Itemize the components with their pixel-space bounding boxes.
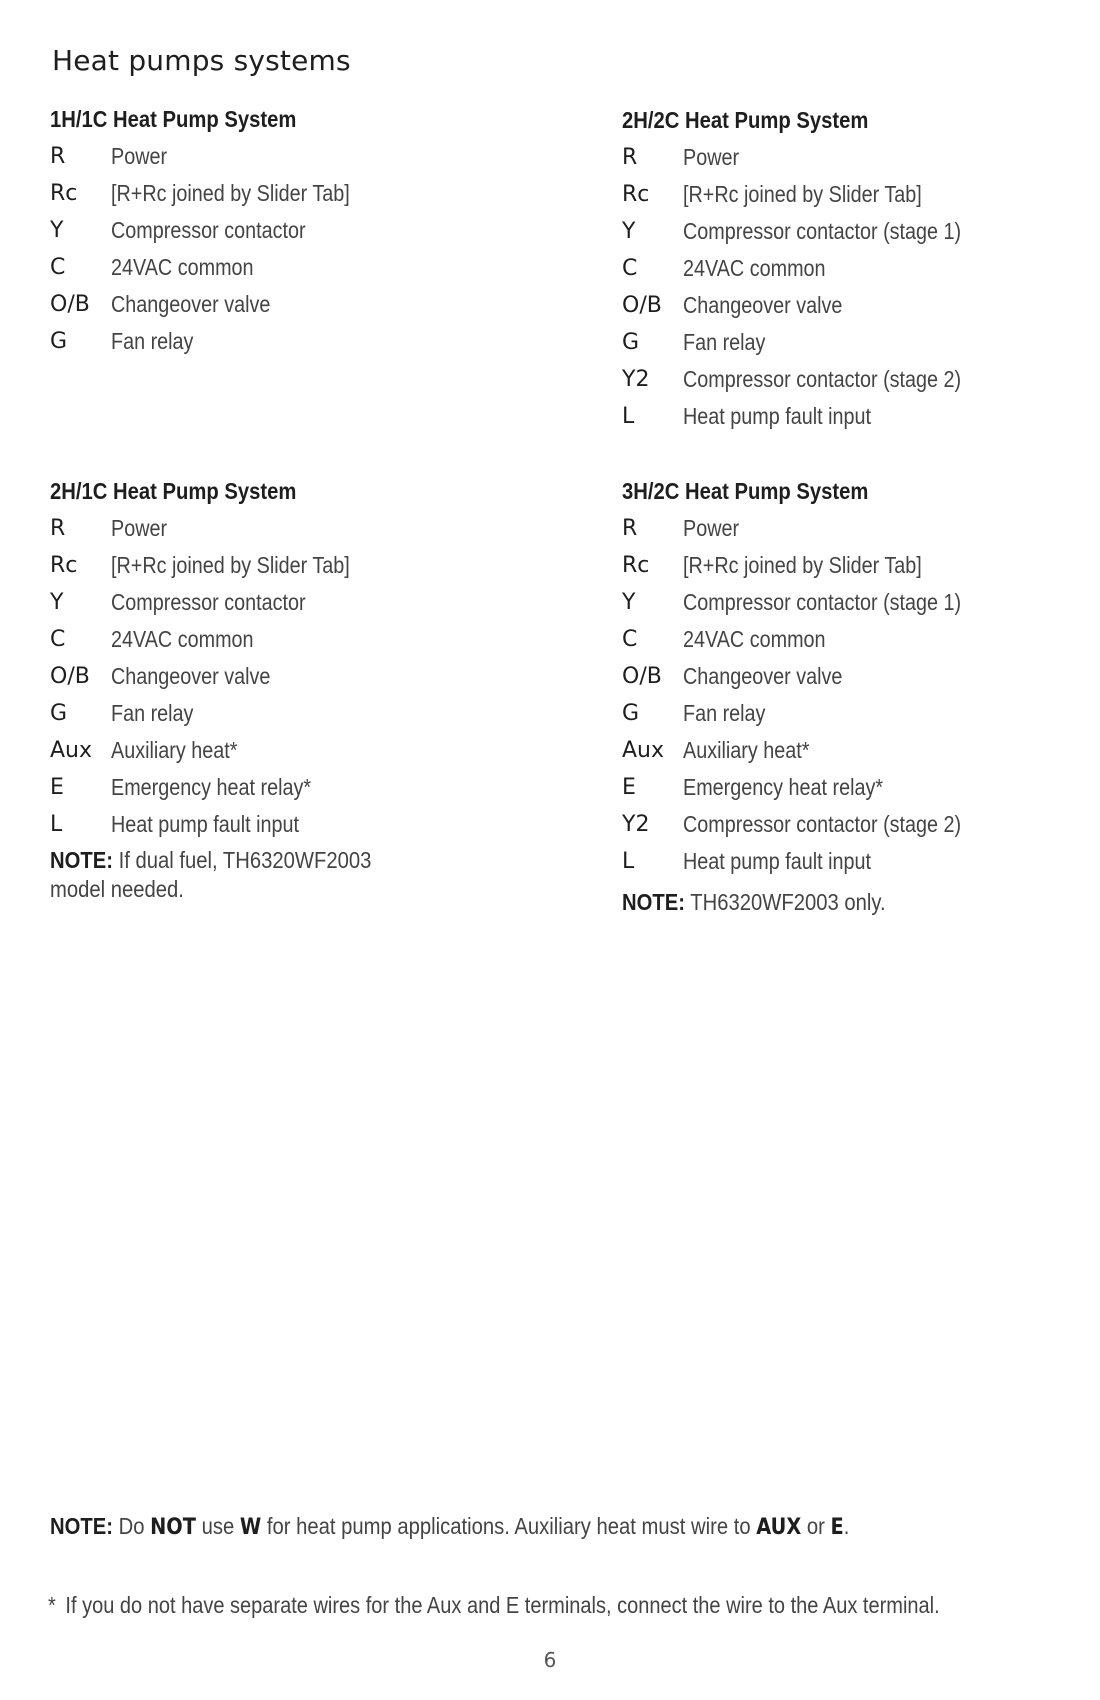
- terminal-row: [622, 769, 1092, 806]
- terminal-row: [50, 658, 520, 695]
- terminal-row: [622, 732, 1092, 769]
- terminal-description: Changeover valve: [111, 291, 271, 317]
- terminal-description: Compressor contactor: [111, 589, 306, 615]
- terminal-label: L: [622, 849, 635, 874]
- footnote-marker: *: [48, 1592, 56, 1618]
- system-3h2c: [622, 476, 1092, 917]
- note-emphasis-not: NOT: [150, 1515, 196, 1540]
- terminal-description: Emergency heat relay*: [683, 774, 884, 800]
- terminal-label: Y: [50, 218, 64, 243]
- terminal-label: C: [50, 627, 66, 652]
- terminal-label: Y2: [622, 812, 650, 837]
- terminal-row: [622, 510, 1092, 547]
- footnote-text: If you do not have separate wires for the Aux and E terminals, connect the wire to the Aux terminal.: [65, 1592, 940, 1618]
- system-title: 2H/1C Heat Pump System: [50, 478, 297, 504]
- terminal-description: Compressor contactor (stage 1): [683, 589, 962, 615]
- terminal-label: C: [622, 627, 638, 652]
- terminal-description: Fan relay: [111, 700, 194, 726]
- note-text-continued: model needed.: [50, 876, 184, 902]
- system-title: 2H/2C Heat Pump System: [622, 107, 869, 133]
- terminal-label: Rc: [622, 182, 650, 207]
- system-note: [50, 846, 464, 904]
- note-label: NOTE:: [50, 1513, 113, 1539]
- terminal-description: Heat pump fault input: [111, 811, 300, 837]
- terminal-label: Y: [50, 590, 64, 615]
- page-title: Heat pumps systems: [52, 44, 351, 77]
- terminal-label: O/B: [622, 293, 662, 318]
- terminal-description: [R+Rc joined by Slider Tab]: [111, 552, 350, 578]
- note-terminal-aux: AUX: [756, 1515, 802, 1540]
- note-terminal-w: W: [239, 1515, 262, 1540]
- terminal-label: Y: [622, 219, 636, 244]
- terminal-description: Compressor contactor (stage 2): [683, 366, 962, 392]
- terminal-description: Compressor contactor (stage 1): [683, 218, 962, 244]
- terminal-row: [50, 806, 520, 843]
- terminal-row: [622, 658, 1092, 695]
- terminal-row: [50, 510, 520, 547]
- terminal-description: Emergency heat relay*: [111, 774, 312, 800]
- terminal-description: Power: [683, 515, 740, 541]
- terminal-row: [50, 769, 520, 806]
- terminal-row: [50, 695, 520, 732]
- terminal-row: [50, 212, 520, 249]
- terminal-row: [50, 323, 520, 360]
- terminal-description: [R+Rc joined by Slider Tab]: [683, 181, 922, 207]
- terminal-label: Rc: [622, 553, 650, 578]
- terminal-label: E: [50, 775, 64, 800]
- terminal-description: Auxiliary heat*: [683, 737, 810, 763]
- note-terminal-e: E: [830, 1515, 844, 1540]
- terminal-label: R: [622, 145, 638, 170]
- terminal-row: [622, 843, 1092, 880]
- page-number: 6: [543, 1648, 557, 1672]
- terminal-row: [50, 138, 520, 175]
- system-2h1c: [50, 476, 520, 904]
- terminal-description: 24VAC common: [111, 254, 254, 280]
- terminal-description: Fan relay: [683, 700, 766, 726]
- terminal-row: [622, 621, 1092, 658]
- system-title: 3H/2C Heat Pump System: [622, 478, 869, 504]
- terminal-row: [622, 176, 1092, 213]
- terminal-description: [R+Rc joined by Slider Tab]: [111, 180, 350, 206]
- terminal-label: Rc: [50, 181, 78, 206]
- terminal-description: Compressor contactor (stage 2): [683, 811, 962, 837]
- terminal-label: L: [50, 812, 63, 837]
- terminal-row: [622, 547, 1092, 584]
- terminal-label: G: [50, 329, 68, 354]
- terminal-description: Auxiliary heat*: [111, 737, 238, 763]
- note-text: If dual fuel, TH6320WF2003: [118, 847, 372, 873]
- terminal-row: [622, 398, 1092, 435]
- terminal-row: [50, 249, 520, 286]
- terminal-row: [50, 175, 520, 212]
- terminal-label: R: [50, 144, 66, 169]
- terminal-description: [R+Rc joined by Slider Tab]: [683, 552, 922, 578]
- terminal-row: [622, 287, 1092, 324]
- terminal-label: R: [622, 516, 638, 541]
- terminal-label: R: [50, 516, 66, 541]
- terminal-label: G: [622, 330, 640, 355]
- terminal-row: [622, 250, 1092, 287]
- terminal-description: Power: [111, 515, 168, 541]
- system-2h2c: [622, 105, 1092, 435]
- terminal-description: Heat pump fault input: [683, 403, 872, 429]
- terminal-row: [50, 547, 520, 584]
- terminal-description: Changeover valve: [683, 663, 843, 689]
- terminal-row: [622, 139, 1092, 176]
- heat-pump-w-note: [50, 1512, 849, 1542]
- terminal-row: [50, 621, 520, 658]
- terminal-description: Compressor contactor: [111, 217, 306, 243]
- terminal-description: Changeover valve: [683, 292, 843, 318]
- terminal-label: C: [622, 256, 638, 281]
- terminal-label: G: [50, 701, 68, 726]
- note-text: Do: [118, 1513, 145, 1539]
- system-note: [622, 888, 1036, 917]
- note-text: or: [806, 1513, 825, 1539]
- system-title: 1H/1C Heat Pump System: [50, 106, 297, 132]
- terminal-row: [622, 213, 1092, 250]
- terminal-row: [622, 361, 1092, 398]
- terminal-description: Fan relay: [111, 328, 194, 354]
- note-text: use: [201, 1513, 235, 1539]
- terminal-label: O/B: [622, 664, 662, 689]
- terminal-label: G: [622, 701, 640, 726]
- terminal-label: Aux: [50, 738, 93, 763]
- footnote: [48, 1592, 940, 1619]
- note-text: .: [843, 1513, 850, 1539]
- terminal-label: Aux: [622, 738, 665, 763]
- terminal-row: [622, 695, 1092, 732]
- note-label: NOTE:: [50, 847, 113, 873]
- terminal-row: [50, 584, 520, 621]
- terminal-label: C: [50, 255, 66, 280]
- terminal-description: Fan relay: [683, 329, 766, 355]
- terminal-label: E: [622, 775, 636, 800]
- terminal-description: Heat pump fault input: [683, 848, 872, 874]
- terminal-description: 24VAC common: [683, 255, 826, 281]
- terminal-row: [622, 806, 1092, 843]
- note-label: NOTE:: [622, 889, 685, 915]
- terminal-label: O/B: [50, 664, 90, 689]
- terminal-label: Rc: [50, 553, 78, 578]
- note-text: TH6320WF2003 only.: [690, 889, 886, 915]
- terminal-description: Power: [111, 143, 168, 169]
- terminal-row: [622, 584, 1092, 621]
- system-1h1c: [50, 104, 520, 360]
- terminal-row: [622, 324, 1092, 361]
- terminal-label: O/B: [50, 292, 90, 317]
- terminal-description: 24VAC common: [111, 626, 254, 652]
- terminal-label: Y: [622, 590, 636, 615]
- terminal-description: Power: [683, 144, 740, 170]
- terminal-row: [50, 286, 520, 323]
- terminal-row: [50, 732, 520, 769]
- terminal-description: Changeover valve: [111, 663, 271, 689]
- terminal-description: 24VAC common: [683, 626, 826, 652]
- terminal-label: L: [622, 404, 635, 429]
- note-text: for heat pump applications. Auxiliary heat must wire to: [266, 1513, 751, 1539]
- terminal-label: Y2: [622, 367, 650, 392]
